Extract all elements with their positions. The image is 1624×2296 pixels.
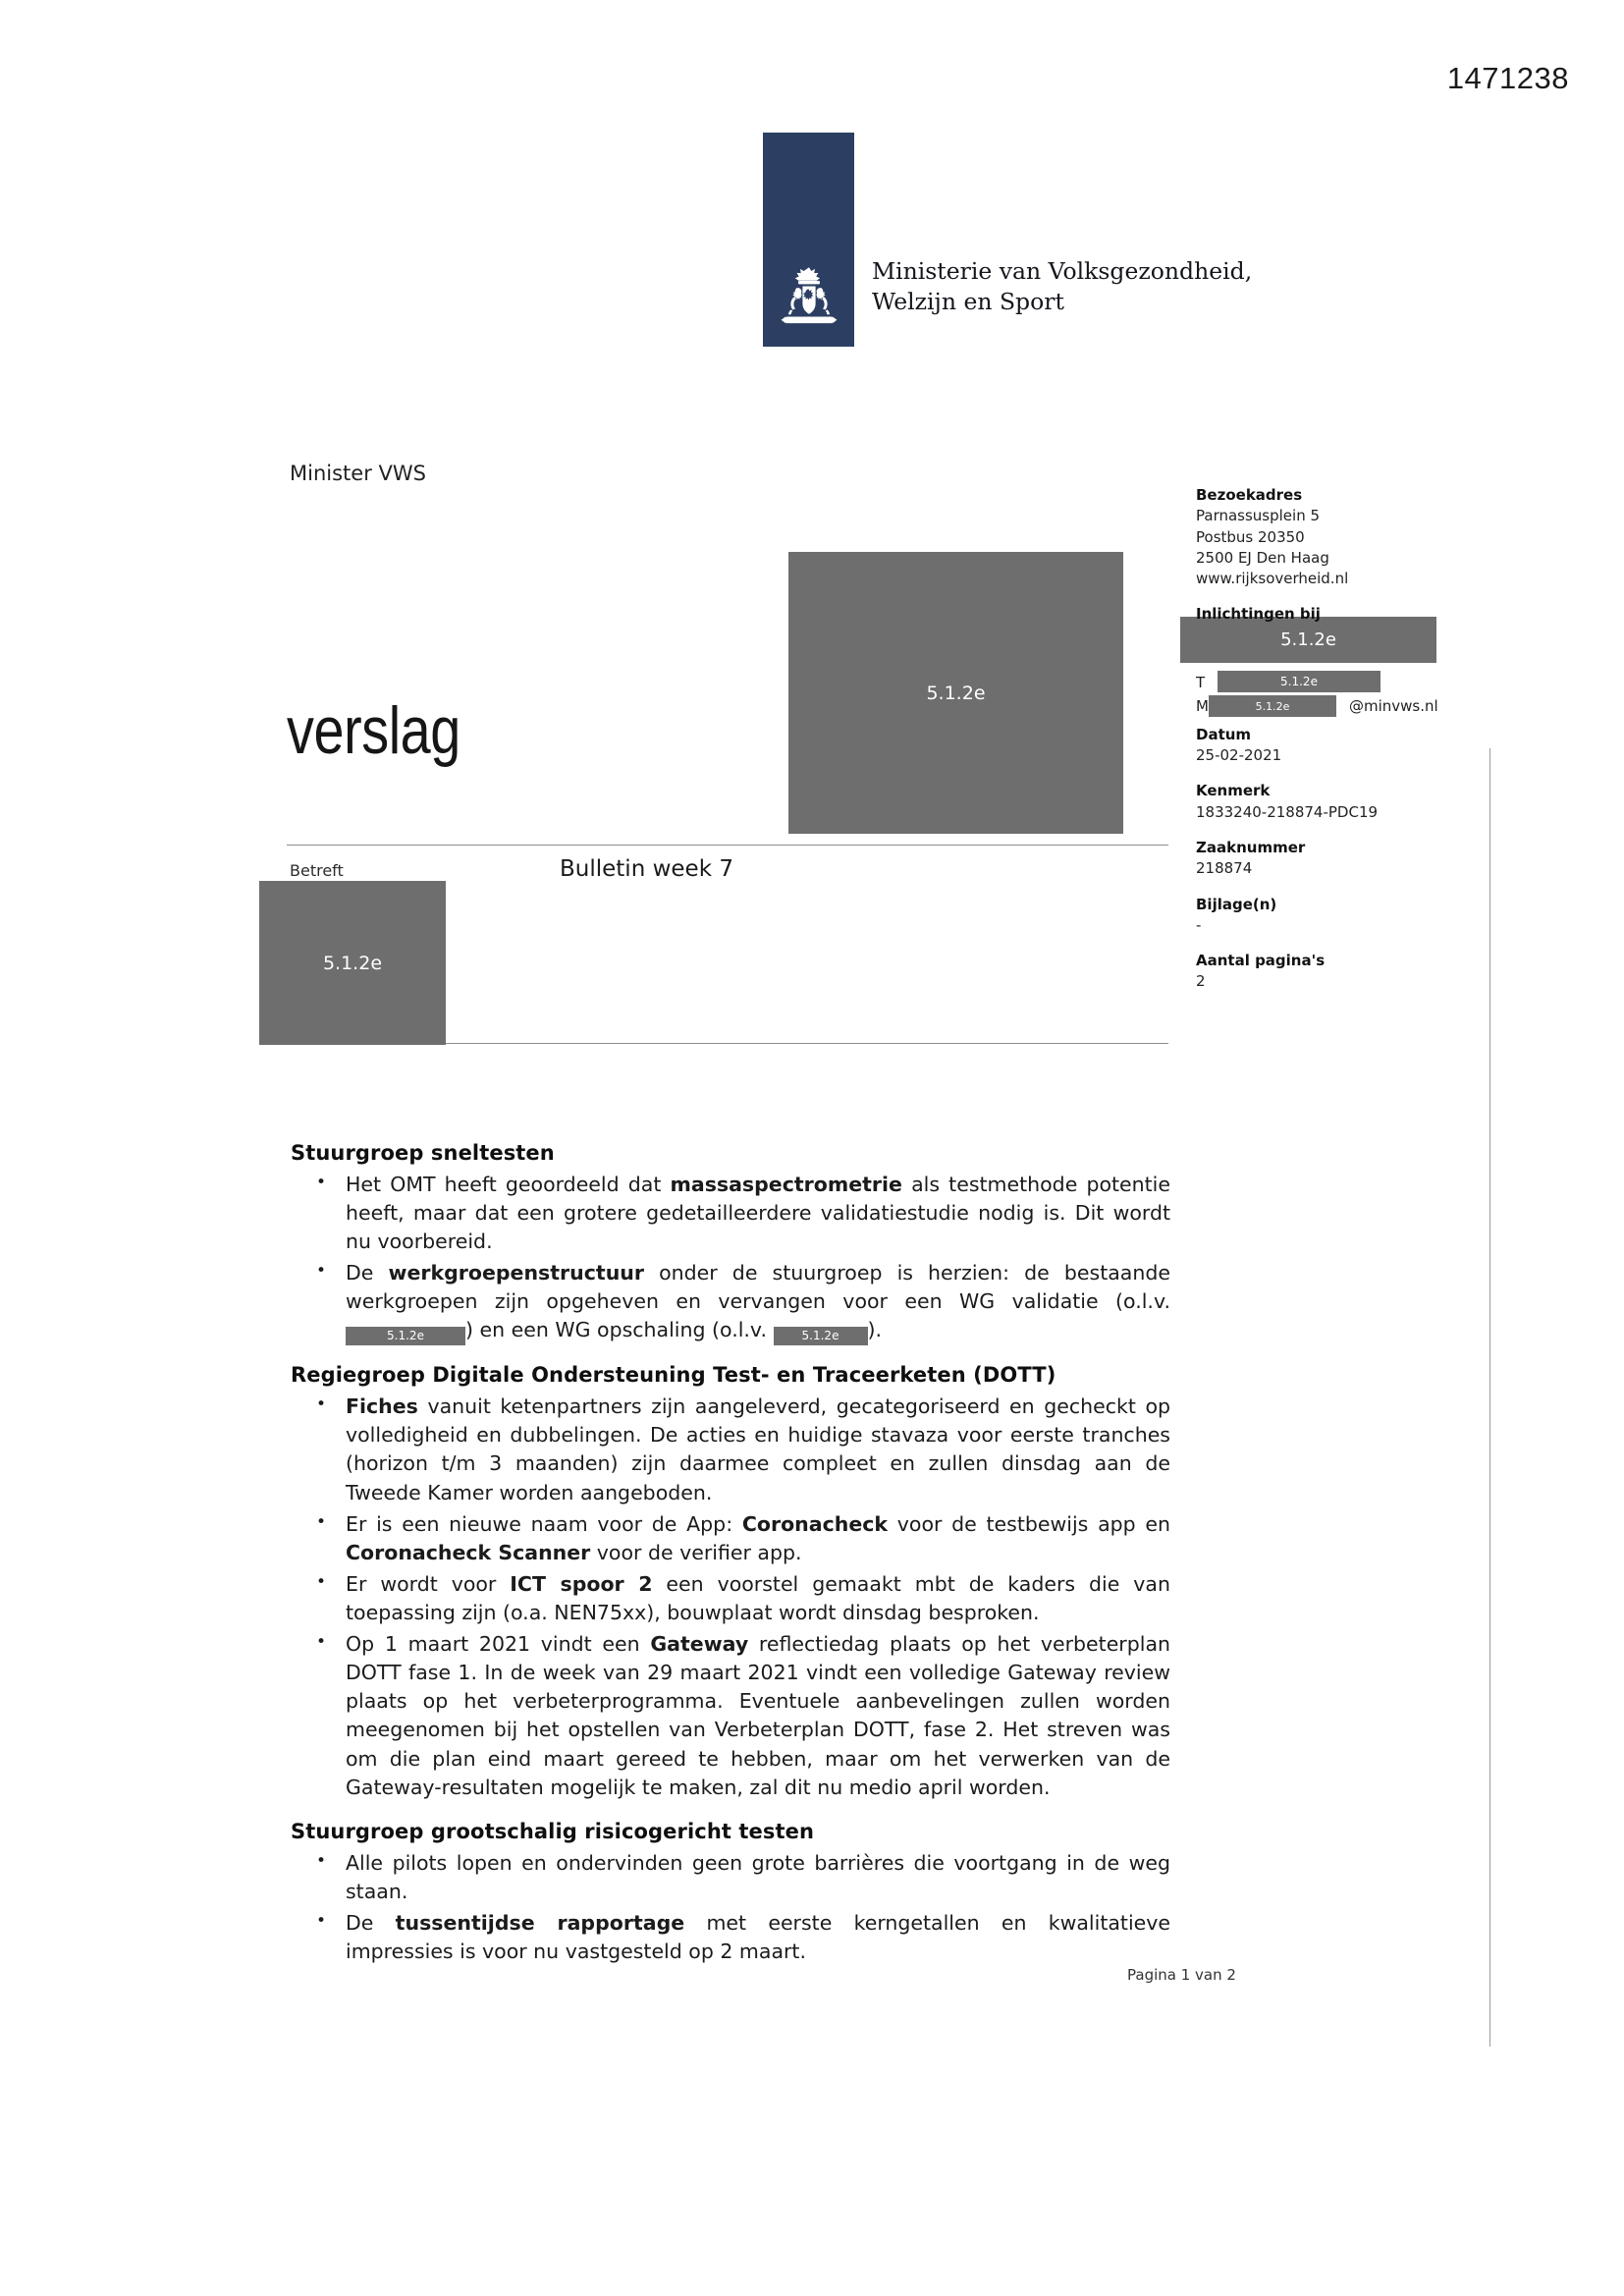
document-id-number: 1471238 <box>1446 61 1569 95</box>
scan-page-edge-line <box>1489 748 1490 2047</box>
redaction-box-telephone: 5.1.2e <box>1218 671 1380 692</box>
divider-below-betreft <box>444 1043 1168 1044</box>
meta-bijlagen <box>1196 895 1461 937</box>
list-item: • Het OMT heeft geoordeeld dat massaspectrometrie als testmethode potentie heeft, maar dat een grotere gedetailleerdere validatiestudie nodig is. Dit wordt nu voorbereid. <box>346 1171 1174 1256</box>
emphasized-term: Coronacheck Scanner <box>346 1540 591 1564</box>
meta-kenmerk <box>1196 781 1461 823</box>
meta-bezoekadres-line-3: 2500 EJ Den Haag <box>1196 548 1329 567</box>
betreft-value: Bulletin week 7 <box>560 856 733 882</box>
meta-aantal-paginas-heading: Aantal pagina's <box>1196 952 1326 970</box>
section-heading: Regiegroep Digitale Ondersteuning Test- en Traceerketen (DOTT) <box>291 1363 1056 1388</box>
meta-bezoekadres <box>1196 485 1461 589</box>
body-section <box>291 1361 1174 1801</box>
dutch-coat-of-arms-icon <box>774 264 844 331</box>
emphasized-term: werkgroepenstructuur <box>388 1261 644 1285</box>
meta-bezoekadres-line-1: Parnassusplein 5 <box>1196 507 1321 525</box>
ministry-name-line-1: Ministerie van Volksgezondheid, <box>872 256 1253 285</box>
page-title: verslag <box>287 693 460 768</box>
redaction-box-inline: 5.1.2e <box>346 1327 465 1345</box>
redaction-box-email: 5.1.2e <box>1209 695 1336 717</box>
meta-zaaknummer-value: 218874 <box>1196 859 1253 878</box>
list-item: • Er is een nieuwe naam voor de App: Coronacheck voor de testbewijs app en Coronacheck Scanner voor de verifier app. <box>346 1510 1174 1567</box>
meta-bijlagen-value: - <box>1196 915 1202 934</box>
ministry-logo <box>763 133 1252 347</box>
meta-aantal-paginas-value: 2 <box>1196 972 1206 991</box>
list-item: • Er wordt voor ICT spoor 2 een voorstel gemaakt mbt de kaders die van toepassing zijn (o.a. NEN75xx), bouwplaat wordt dinsdag besproken. <box>346 1570 1174 1627</box>
meta-aantal-paginas <box>1196 951 1461 993</box>
meta-inlichtingen-heading: Inlichtingen bij <box>1196 605 1321 624</box>
emphasized-term: massaspectrometrie <box>670 1172 902 1196</box>
meta-datum-value: 25-02-2021 <box>1196 746 1282 765</box>
emphasized-term: Gateway <box>650 1632 749 1657</box>
list-item: • Op 1 maart 2021 vindt een Gateway reflectiedag plaats op het verbeterplan DOTT fase 1. In de week van 29 maart 2021 vindt een volledige Gateway review plaats op het verbeterprogramma. Eventuele aanbevelingen zullen worden meegenomen bij het opstellen van Verbeterplan DOTT, fase 2. Het streven was om die plan eind maart gereed te hebben, maar om het verwerken van de Gateway-resultaten mogelijk te maken, zal dit nu medio april worden. <box>346 1630 1174 1802</box>
meta-zaaknummer <box>1196 838 1461 880</box>
meta-bezoekadres-heading: Bezoekadres <box>1196 486 1303 504</box>
list-item: • Fiches vanuit ketenpartners zijn aangeleverd, gecategoriseerd en gecheckt op volledigheid en dubbelingen. De acties en huidige stavaza voor eerste tranches (horizon t/m 3 maanden) zijn daarmee compleet en zullen dinsdag aan de Tweede Kamer worden aangeboden. <box>346 1393 1174 1506</box>
emphasized-term: Coronacheck <box>741 1511 889 1536</box>
emphasized-term: Fiches <box>346 1394 418 1419</box>
section-bullet-list <box>291 1849 1174 1966</box>
meta-inlichtingen-redaction-slot <box>1196 626 1461 672</box>
emphasized-term: tussentijdse rapportage <box>395 1910 685 1935</box>
meta-datum-heading: Datum <box>1196 725 1252 743</box>
ministry-name-line-2: Welzijn en Sport <box>872 287 1064 315</box>
list-item: • De werkgroepenstructuur onder de stuurgroep is herzien: de bestaande werkgroepen zijn opgeheven en vervangen voor een WG validatie (o.l.v. 5.1.2e ) en een WG opschaling (o.l.v. 5.1.2e ). <box>346 1259 1174 1345</box>
meta-inlichtingen <box>1196 604 1461 718</box>
section-bullet-list <box>291 1393 1174 1802</box>
meta-email-line <box>1196 695 1461 719</box>
list-item: • De tussentijdse rapportage met eerste kerngetallen en kwalitatieve impressies is voor nu vastgesteld op 2 maart. <box>346 1909 1174 1966</box>
redaction-box-header: 5.1.2e <box>788 552 1123 834</box>
body-section <box>291 1139 1174 1345</box>
meta-datum <box>1196 725 1461 767</box>
document-body <box>291 1139 1174 1982</box>
telephone-prefix: T <box>1196 674 1206 692</box>
redaction-box-betreft: 5.1.2e <box>259 881 446 1045</box>
list-item: • Alle pilots lopen en ondervinden geen grote barrières die voortgang in de weg staan. <box>346 1849 1174 1906</box>
email-domain: @minvws.nl <box>1349 697 1438 716</box>
section-bullet-list <box>291 1171 1174 1346</box>
meta-bijlagen-heading: Bijlage(n) <box>1196 895 1277 913</box>
addressee: Minister VWS <box>290 462 426 485</box>
betreft-label: Betreft <box>290 861 344 880</box>
section-heading: Stuurgroep grootschalig risicogericht testen <box>291 1819 815 1843</box>
section-heading: Stuurgroep sneltesten <box>291 1141 555 1165</box>
meta-telephone-line <box>1196 672 1461 695</box>
meta-zaaknummer-heading: Zaaknummer <box>1196 838 1306 856</box>
meta-kenmerk-heading: Kenmerk <box>1196 782 1271 800</box>
redaction-box-inline: 5.1.2e <box>774 1327 868 1345</box>
redaction-box-contact-name: 5.1.2e <box>1180 617 1436 663</box>
meta-bezoekadres-line-2: Postbus 20350 <box>1196 527 1305 546</box>
emphasized-term: ICT spoor 2 <box>510 1571 653 1596</box>
logo-navy-bar <box>763 133 854 347</box>
body-section <box>291 1818 1174 1966</box>
meta-kenmerk-value: 1833240-218874-PDC19 <box>1196 802 1379 821</box>
email-prefix: M <box>1196 697 1209 716</box>
ministry-logo-text <box>872 256 1252 348</box>
page-footer: Pagina 1 van 2 <box>1127 1966 1236 1984</box>
document-metadata-column <box>1196 485 1461 1008</box>
divider-above-betreft <box>287 845 1168 846</box>
meta-bezoekadres-website: www.rijksoverheid.nl <box>1196 570 1349 588</box>
